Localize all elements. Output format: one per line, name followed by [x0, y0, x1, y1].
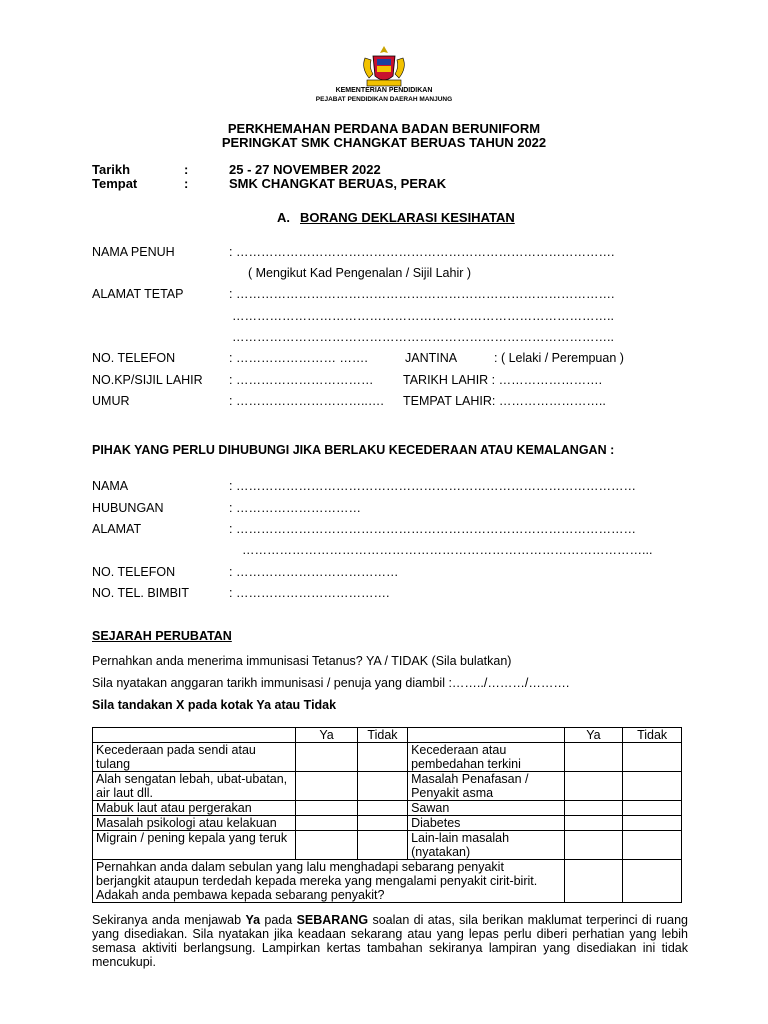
ya-checkbox[interactable]: [296, 743, 358, 772]
condition-label: Migrain / pening kepala yang teruk: [93, 831, 296, 860]
contact-phone-field[interactable]: : …………………………………: [229, 565, 399, 579]
contact-name-label: NAMA: [92, 479, 129, 493]
age-field[interactable]: : …………………………..….: [229, 394, 384, 408]
tidak-checkbox[interactable]: [623, 816, 682, 831]
full-name-note: ( Mengikut Kad Pengenalan / Sijil Lahir ): [248, 266, 472, 280]
condition-label: Sawan: [408, 801, 564, 816]
relationship-field[interactable]: : …………………………: [229, 501, 361, 515]
table-row-final-question: [93, 860, 682, 903]
health-checklist-table: [92, 727, 682, 903]
ministry-crest-logo: [355, 44, 413, 90]
contact-name-field[interactable]: : ……………………………………………………………………………………: [229, 479, 636, 493]
tidak-checkbox[interactable]: [623, 860, 682, 903]
tidak-checkbox[interactable]: [623, 801, 682, 816]
ya-checkbox[interactable]: [296, 831, 358, 860]
date-colon: :: [184, 162, 189, 177]
infectious-disease-question: Pernahkan anda dalam sebulan yang lalu menghadapi sebarang penyakit berjangkit ataupun terdedah kepada mereka yang mengalami penyakit cirit-birit. Adakah anda pembawa kepada sebarang penyakit?: [93, 860, 565, 903]
ya-checkbox[interactable]: [564, 801, 623, 816]
condition-label: Diabetes: [408, 816, 564, 831]
full-name-label: NAMA PENUH: [92, 245, 175, 259]
table-row: [93, 743, 682, 772]
tidak-checkbox[interactable]: [357, 743, 407, 772]
header-tidak: Tidak: [357, 728, 407, 743]
permanent-address-label: ALAMAT TETAP: [92, 287, 184, 301]
table-row: [93, 816, 682, 831]
tidak-checkbox[interactable]: [623, 743, 682, 772]
header-blank-cell: [93, 728, 296, 743]
age-label: UMUR: [92, 394, 130, 408]
date-value: 25 - 27 NOVEMBER 2022: [229, 162, 381, 177]
tetanus-question: Pernahkan anda menerima immunisasi Tetanus? YA / TIDAK (Sila bulatkan): [92, 654, 512, 668]
ya-checkbox[interactable]: [564, 831, 623, 860]
condition-label: Lain-lain masalah (nyatakan): [408, 831, 564, 860]
place-value: SMK CHANGKAT BERUAS, PERAK: [229, 176, 447, 191]
section-number: A.: [277, 210, 290, 225]
condition-label: Masalah psikologi atau kelakuan: [93, 816, 296, 831]
condition-label: Kecederaan pada sendi atau tulang: [93, 743, 296, 772]
contact-mobile-field[interactable]: : ……………………………….: [229, 586, 390, 600]
header-tidak: Tidak: [623, 728, 682, 743]
checkbox-instruction: Sila tandakan X pada kotak Ya atau Tidak: [92, 698, 337, 712]
header-ya: Ya: [564, 728, 623, 743]
immunisation-date-question[interactable]: Sila nyatakan anggaran tarikh immunisasi / penuja yang diambil :……../………/……….: [92, 676, 570, 690]
relationship-label: HUBUNGAN: [92, 501, 164, 515]
place-colon: :: [184, 176, 189, 191]
instructions-paragraph: [92, 913, 688, 969]
table-row: [93, 772, 682, 801]
ya-checkbox[interactable]: [564, 743, 623, 772]
gender-options[interactable]: : ( Lelaki / Perempuan ): [494, 351, 624, 365]
table-row: [93, 831, 682, 860]
ya-checkbox[interactable]: [296, 816, 358, 831]
tidak-checkbox[interactable]: [623, 772, 682, 801]
document-title-line1: PERKHEMAHAN PERDANA BADAN BERUNIFORM: [227, 121, 541, 136]
medical-history-heading: SEJARAH PERUBATAN: [92, 629, 232, 643]
table-row: [93, 801, 682, 816]
ya-checkbox[interactable]: [564, 860, 623, 903]
date-label: Tarikh: [92, 162, 131, 177]
section-title: BORANG DEKLARASI KESIHATAN: [300, 210, 515, 225]
contact-address-label: ALAMAT: [92, 522, 142, 536]
ya-checkbox[interactable]: [564, 772, 623, 801]
tidak-checkbox[interactable]: [357, 772, 407, 801]
tidak-checkbox[interactable]: [357, 801, 407, 816]
contact-address-field-line1[interactable]: : ……………………………………………………………………………………: [229, 522, 636, 536]
contact-address-field-line2[interactable]: ……………………………………………………………………………………...: [242, 543, 653, 557]
ministry-name: KEMENTERIAN PENDIDIKAN: [335, 87, 433, 94]
emergency-contact-heading: PIHAK YANG PERLU DIHUBUNGI JIKA BERLAKU KECEDERAAN ATAU KEMALANGAN :: [92, 443, 615, 457]
header-ya: Ya: [296, 728, 358, 743]
document-title-line2: PERINGKAT SMK CHANGKAT BERUAS TAHUN 2022: [221, 135, 547, 150]
instructions-sebarang: SEBARANG: [296, 913, 369, 927]
contact-phone-label: NO. TELEFON: [92, 565, 176, 579]
permanent-address-field-line3[interactable]: ………………………………………………………………………………..: [232, 330, 614, 344]
ya-checkbox[interactable]: [564, 816, 623, 831]
tidak-checkbox[interactable]: [623, 831, 682, 860]
instructions-text-1: Sekiranya anda menjawab: [92, 913, 246, 927]
phone-label: NO. TELEFON: [92, 351, 176, 365]
permanent-address-field-line2[interactable]: ………………………………………………………………………………..: [232, 309, 614, 323]
header-blank-cell: [408, 728, 564, 743]
instructions-ya: Ya: [245, 913, 261, 927]
condition-label: Mabuk laut atau pergerakan: [93, 801, 296, 816]
ya-checkbox[interactable]: [296, 801, 358, 816]
full-name-field[interactable]: : ……………………………………………………………………………….: [229, 245, 615, 259]
ic-number-field[interactable]: : ……………………………: [229, 373, 374, 387]
place-of-birth-field[interactable]: TEMPAT LAHIR: ……………………..: [403, 394, 606, 408]
permanent-address-field-line1[interactable]: : ……………………………………………………………………………….: [229, 287, 615, 301]
instructions-text-3: soalan di atas, sila berikan maklumat terperinci di ruang yang disediakan. Sila nyatakan jika keadaan sekarang atau yang lepas perlu diberi perhatian yang lebih semasa aktiviti berlangsung. Lampirkan kertas tambahan sekiranya lampiran yang disediakan ini tidak mencukupi.: [92, 913, 688, 969]
condition-label: Kecederaan atau pembedahan terkini: [408, 743, 564, 772]
instructions-text-2: pada: [260, 913, 297, 927]
place-label: Tempat: [92, 176, 138, 191]
phone-field[interactable]: : …………………… …….: [229, 351, 368, 365]
table-header-row: [93, 728, 682, 743]
condition-label: Masalah Penafasan / Penyakit asma: [408, 772, 564, 801]
tidak-checkbox[interactable]: [357, 816, 407, 831]
condition-label: Alah sengatan lebah, ubat-ubatan, air laut dll.: [93, 772, 296, 801]
gender-label: JANTINA: [405, 351, 458, 365]
ic-number-label: NO.KP/SIJIL LAHIR: [92, 373, 203, 387]
district-office-name: PEJABAT PENDIDIKAN DAERAH MANJUNG: [315, 96, 453, 103]
tidak-checkbox[interactable]: [357, 831, 407, 860]
contact-mobile-label: NO. TEL. BIMBIT: [92, 586, 190, 600]
date-of-birth-field[interactable]: TARIKH LAHIR : …………………….: [403, 373, 603, 387]
ya-checkbox[interactable]: [296, 772, 358, 801]
